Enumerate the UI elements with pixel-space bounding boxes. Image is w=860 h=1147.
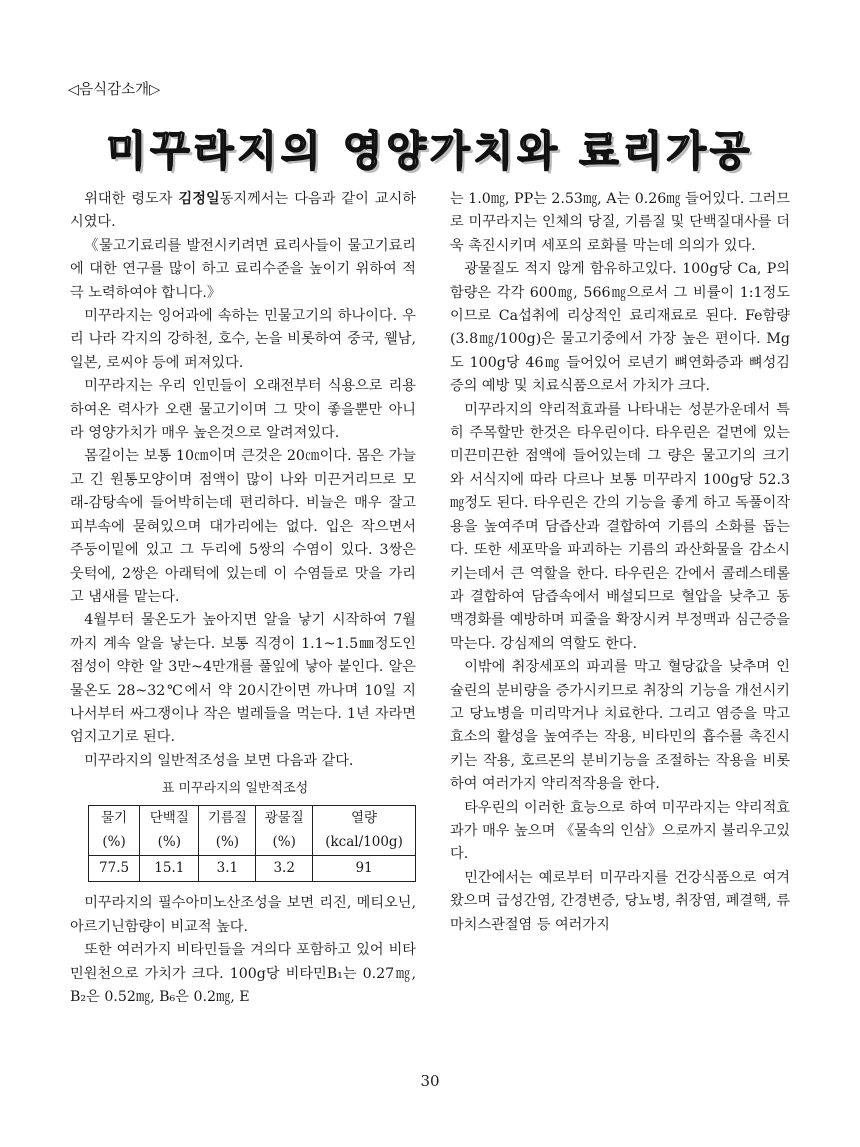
paragraph: 몸길이는 보통 10㎝이며 큰것은 20㎝이다. 몸은 가늘고 긴 원통모양이며 점액이 많이 나와 미끈거리므로 모래-감탕속에 들어박히는데 편리하다. 비늘은 매우 잘고 피부속에 묻혀있으며 대가리에는 없다. 입은 작으면서 주둥이밑에 있고 그 두리에 5쌍의 수염이 있다. 3쌍은 웃턱에, 2쌍은 아래턱에 있는데 이 수염들로 맛을 가리고 냄새를 맡는다. [70, 448, 416, 605]
article-title: 미꾸라지의 영양가치와 료리가공 [106, 127, 754, 175]
section-label: ◁음식감소개▷ [68, 82, 161, 98]
composition-table [88, 805, 416, 882]
table-cell: 3.2 [256, 855, 313, 881]
leader-name: 김정일 [178, 191, 220, 207]
paragraph: 미꾸라지의 일반적조성을 보면 다음과 같다. [84, 752, 354, 769]
paragraph: 타우린의 이러한 효능으로 하여 미꾸라지는 약리적효과가 매우 높으며 《물속의 인삼》으로까지 불리우고있다. [450, 799, 790, 863]
intro-paragraph [70, 188, 416, 235]
table-header-cell: 열량(kcal/100g) [313, 806, 416, 856]
paragraph: 이밖에 취장세포의 파괴를 막고 혈당값을 낮추며 인슐린의 분비량을 증가시키므로 취장의 기능을 개선시키고 당뇨병을 미리막거나 치료한다. 그리고 염증을 막고 효소의 활성을 높여주는 작용, 비타민의 흡수를 촉진시키는 작용, 호르몬의 분비기능을 조절하는 작용을 비롯하여 여러가지 약리적작용을 한다. [450, 659, 790, 793]
right-column [450, 188, 790, 937]
intro-text-a: 위대한 령도자 [84, 191, 179, 207]
left-column [70, 188, 416, 1009]
paragraph: 미꾸라지의 약리적효과를 나타내는 성분가운데서 특히 주목할만 한것은 타우린이다. 타우린은 겉면에 있는 미끈미끈한 점액에 들어있는데 그 량은 물고기의 크기와 서식지에 따라 다르나 보통 미꾸라지 100g당 52.3㎎정도 된다. 타우린은 간의 기능을 좋게 하고 독풀이작용을 높여주며 담즙산과 결합하여 기름의 소화를 돕는다. 또한 세포막을 파괴하는 기름의 과산화물을 감소시키는데서 큰 역할을 한다. 타우린은 간에서 콜레스테롤과 결합하여 담즙속에서 배설되므로 혈압을 낮추고 동맥경화를 예방하며 피줄을 확장시켜 부정맥과 심근증을 막는다. 강심제의 역할도 한다. [450, 401, 790, 652]
paragraph: 또한 여러가지 비타민들을 겨의다 포함하고 있어 비타민원천으로 가치가 크다. 100g당 비타민B₁는 0.27㎎, B₂은 0.52㎎, B₆은 0.2㎎, E [70, 942, 416, 1005]
paragraph: 미꾸라지는 잉어과에 속하는 민물고기의 하나이다. 우리 나라 각지의 강하천, 호수, 논을 비롯하여 중국, 웰남, 일본, 로씨야 등에 퍼져있다. [70, 308, 416, 371]
paragraph: 미꾸라지의 필수아미노산조성을 보면 리진, 메티오닌, 아르기닌함량이 비교적 높다. [70, 895, 416, 935]
table-header-row [89, 806, 416, 856]
table-row [89, 855, 416, 881]
paragraph: 미꾸라지는 우리 인민들이 오래전부터 식용으로 리용하여온 력사가 오랜 물고기이며 그 맛이 좋을뿐만 아니라 영양가치가 매우 높은것으로 알려져있다. [70, 378, 416, 442]
table-cell: 77.5 [89, 855, 140, 881]
quote-paragraph: 《물고기료리를 발전시키려면 료리사들이 물고기료리에 대한 연구를 많이 하고 료리수준을 높이기 위하여 적극 노력하여야 합니다.》 [70, 237, 416, 301]
paragraph: 는 1.0㎎, PP는 2.53㎎, A는 0.26㎎ 들어있다. 그러므로 미꾸라지는 인체의 당질, 기름질 및 단백질대사를 더욱 촉진시키며 세포의 로화를 막는데 의의가 있다. [450, 191, 790, 254]
table-cell: 3.1 [199, 855, 256, 881]
table-cell: 91 [313, 855, 416, 881]
table-header-cell: 기름질(%) [199, 806, 256, 856]
paragraph: 민간에서는 예로부터 미꾸라지를 건강식품으로 여겨왔으며 급성간염, 간경변증, 당뇨병, 취장염, 폐결핵, 류마치스관절염 등 여러가지 [450, 869, 790, 933]
paragraph: 광물질도 적지 않게 함유하고있다. 100g당 Ca, P의 함량은 각각 600㎎, 566㎎으로서 그 비률이 1:1정도이므로 Ca섭취에 리상적인 료리재료로 된다. Fe함량(3.8㎎/100g)은 물고기중에서 가장 높은 편이다. Mg도 100g당 46㎎ 들어있어 로년기 뼈연화증과 뼈성김증의 예방 및 치료식품으로서 가치가 크다. [450, 261, 790, 395]
composition-table-area [70, 779, 416, 882]
paragraph: 4월부터 물온도가 높아지면 알을 낳기 시작하여 7월까지 계속 알을 낳는다. 보통 직경이 1.1~1.5㎜정도인 점성이 약한 알 3만~4만개를 풀잎에 낳아 붙인다. 알은 물온도 28~32℃에서 약 20시간이면 까나며 10일 지나서부터 싸그쟁이나 작은 벌레들을 먹는다. 1년 자라면 엄지고기로 된다. [70, 612, 416, 746]
table-header-cell: 단백질(%) [140, 806, 199, 856]
page-number: 30 [420, 1072, 440, 1090]
table-caption: 표 미꾸라지의 일반적조성 [161, 781, 309, 797]
table-header-cell: 물기(%) [89, 806, 140, 856]
table-cell: 15.1 [140, 855, 199, 881]
intro-text-c: 동지께서는 다음과 같이 교시하시였다. [70, 191, 416, 231]
table-header-cell: 광물질(%) [256, 806, 313, 856]
